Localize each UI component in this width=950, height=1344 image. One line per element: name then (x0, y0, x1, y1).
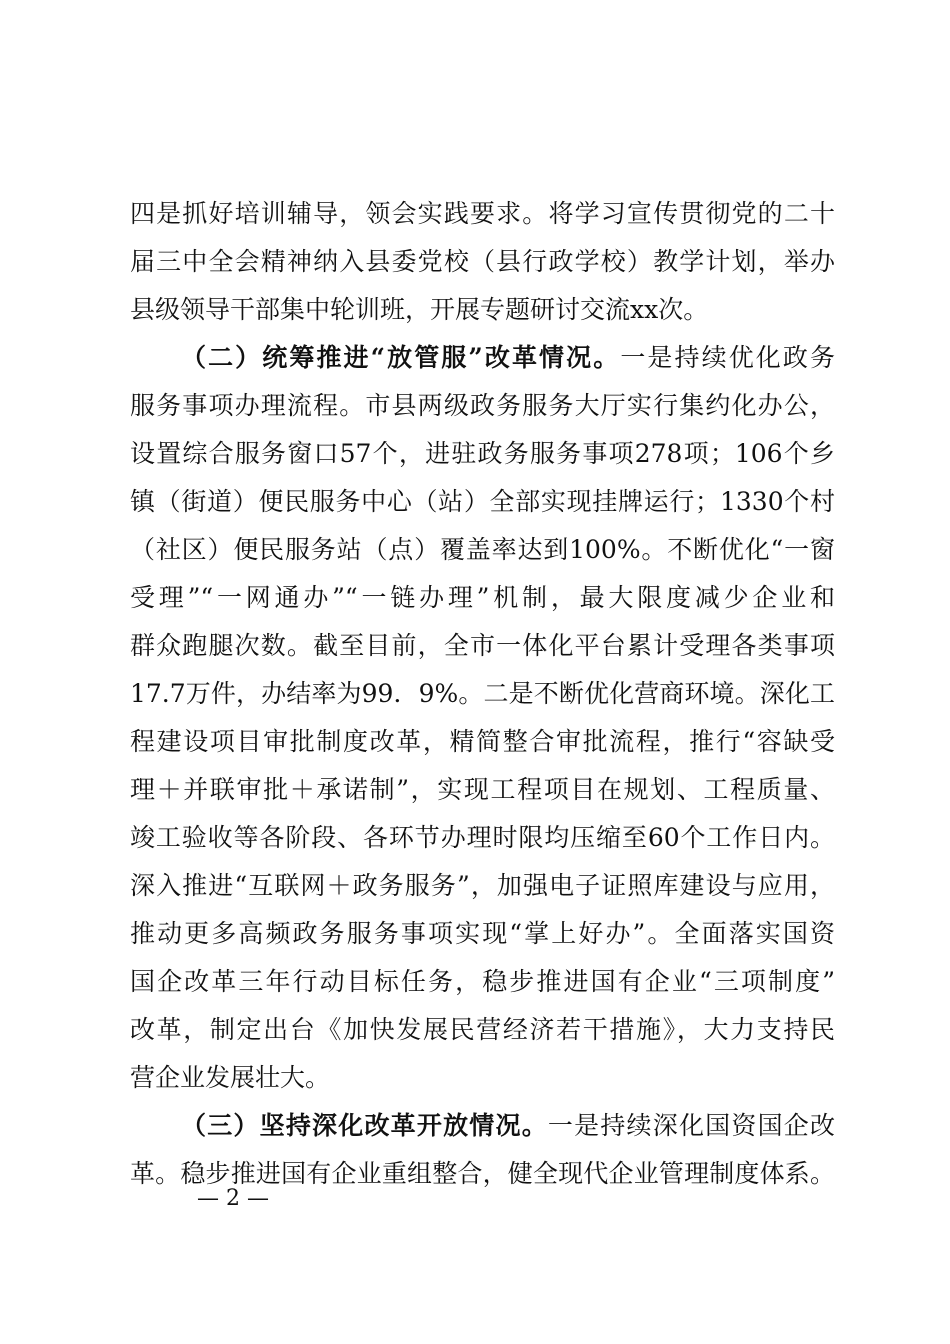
section-heading-line (181, 1102, 835, 1150)
body-text-line: 营企业发展壮大。 (130, 1063, 331, 1092)
body-text-line: 国企改革三年行动目标任务，稳步推进国有企业“三项制度” (130, 967, 835, 996)
body-text-line: 程建设项目审批制度改革，精简整合审批流程，推行“容缺受 (130, 727, 835, 756)
body-text-line: 17.7万件，办结率为99．9%。二是不断优化营商环境。深化工 (130, 679, 835, 708)
body-text-line: 推动更多高频政务服务事项实现“掌上好办”。全面落实国资 (130, 919, 835, 948)
body-text-line: 革。稳步推进国有企业重组整合，健全现代企业管理制度体系。 (130, 1159, 835, 1188)
body-text-line: 竣工验收等各阶段、各环节办理时限均压缩至60个工作日内。 (130, 823, 835, 852)
body-text-run: 一是持续深化国资国企改 (547, 1111, 835, 1140)
body-text-line: 受理”“一网通办”“一链办理”机制，最大限度减少企业和 (130, 583, 835, 612)
body-text-run: 一是持续优化政务 (620, 343, 835, 372)
section-heading-two: （二）统筹推进“放管服”改革情况。 (181, 343, 621, 372)
page-number: — 2 — (197, 1186, 269, 1211)
body-text-line: （社区）便民服务站（点）覆盖率达到100%。不断优化“一窗 (130, 535, 835, 564)
section-heading-three: （三）坚持深化改革开放情况。 (181, 1111, 548, 1140)
body-text-line: 改革，制定出台《加快发展民营经济若干措施》，大力支持民 (130, 1015, 835, 1044)
body-text-line: 服务事项办理流程。市县两级政务服务大厅实行集约化办公， (130, 391, 835, 420)
body-text-line: 理＋并联审批＋承诺制”，实现工程项目在规划、工程质量、 (130, 775, 835, 804)
body-text-line: 设置综合服务窗口57个，进驻政务服务事项278项；106个乡 (130, 439, 835, 468)
body-text-line: 四是抓好培训辅导，领会实践要求。将学习宣传贯彻党的二十 (130, 199, 835, 228)
body-text-line: 届三中全会精神纳入县委党校（县行政学校）教学计划，举办 (130, 247, 835, 276)
section-heading-line (181, 334, 835, 382)
body-text-line: 深入推进“互联网＋政务服务”，加强电子证照库建设与应用， (130, 871, 835, 900)
body-text-line: 群众跑腿次数。截至目前，全市一体化平台累计受理各类事项 (130, 631, 835, 660)
body-text-line: 县级领导干部集中轮训班，开展专题研讨交流xx次。 (130, 295, 709, 324)
body-text-line: 镇（街道）便民服务中心（站）全部实现挂牌运行；1330个村 (130, 487, 835, 516)
